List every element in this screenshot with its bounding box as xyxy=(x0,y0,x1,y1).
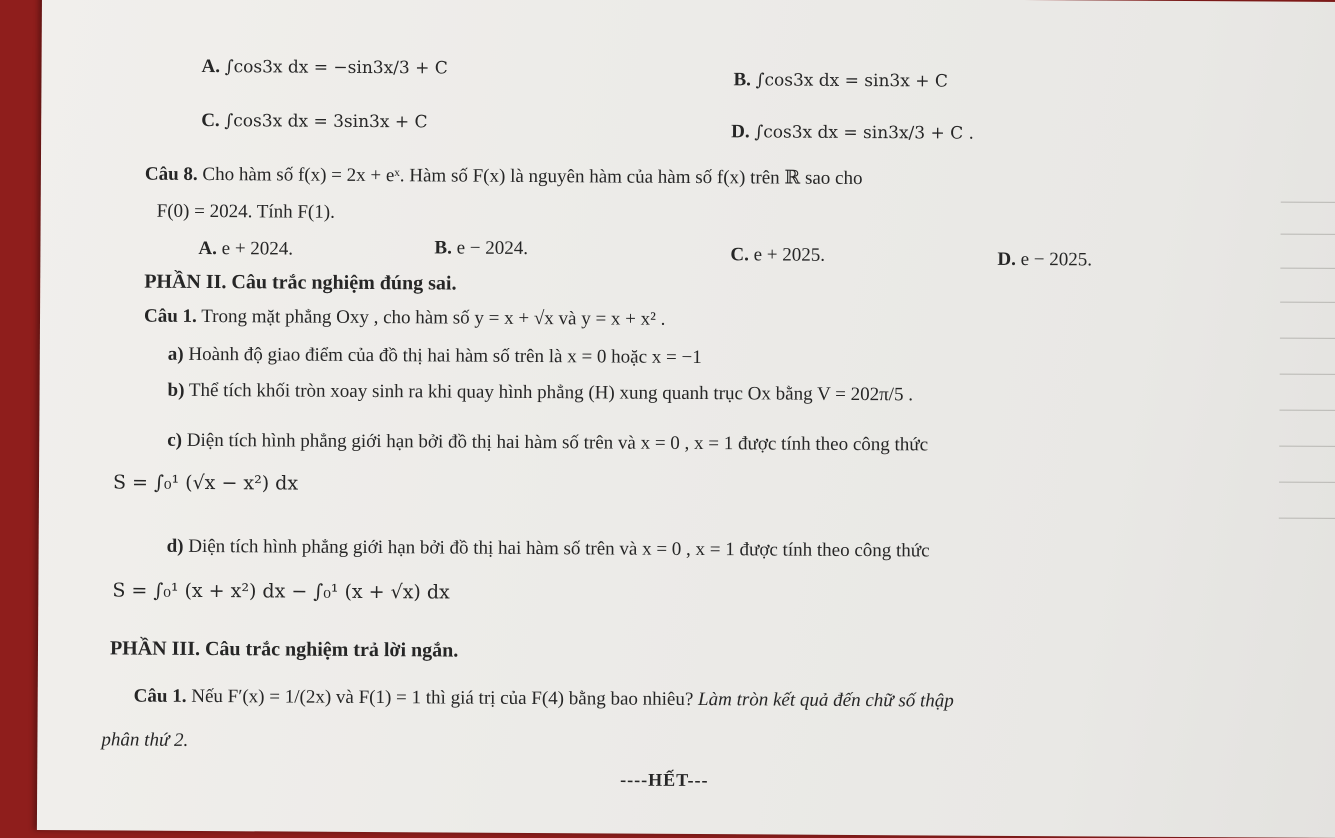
exam-paper xyxy=(37,0,1335,838)
part3-question-1 xyxy=(134,685,954,714)
formula-c: S = ∫₀¹ (√x − x²) dx xyxy=(112,471,299,495)
end-marker: ----HẾT--- xyxy=(620,769,709,791)
option-text: ∫cos3x dx = 3sin3x + C xyxy=(224,111,428,133)
part-2-heading: PHẦN II. Câu trắc nghiệm đúng sai. xyxy=(144,270,457,295)
statement-c xyxy=(167,429,928,458)
ruled-line xyxy=(1279,410,1335,411)
prev-option-d xyxy=(731,120,974,145)
option-label: B. xyxy=(733,69,751,91)
option-label: C. xyxy=(730,244,749,266)
statement-label: c) xyxy=(167,429,183,451)
question-instruction: Làm tròn kết quả đến chữ số thập xyxy=(697,689,954,712)
option-label: D. xyxy=(731,121,750,143)
question-text: Nếu F′(x) = 1/(2x) và F(1) = 1 thì giá trị của F(4) bằng bao nhiêu? xyxy=(191,685,694,710)
question-text: Trong mặt phẳng Oxy , cho hàm số y = x + √x và y = x + x² . xyxy=(201,305,666,330)
statement-a xyxy=(168,343,702,370)
option-text: e + 2025. xyxy=(753,244,826,266)
question-label: Câu 1. xyxy=(133,685,187,707)
option-label: A. xyxy=(201,55,221,78)
ruled-line xyxy=(1280,338,1335,339)
question-8 xyxy=(145,163,863,191)
ruled-line xyxy=(1281,234,1335,235)
part-3-heading: PHẦN III. Câu trắc nghiệm trả lời ngắn. xyxy=(109,637,459,662)
ruled-line xyxy=(1280,268,1335,269)
question-8-line2 xyxy=(157,200,335,225)
option-text: e − 2024. xyxy=(456,237,529,259)
statement-text: Diện tích hình phẳng giới hạn bởi đồ thị hai hàm số trên và x = 0 , x = 1 được tính theo công thức xyxy=(188,535,930,562)
ruled-line xyxy=(1279,518,1335,519)
statement-text: Thể tích khối tròn xoay sinh ra khi quay hình phẳng (H) xung quanh trục Ox bằng V = 202π/5 . xyxy=(188,379,914,406)
statement-label: d) xyxy=(166,535,184,557)
q8-option-c xyxy=(730,243,825,268)
prev-option-b xyxy=(733,68,948,93)
part3-question-1-line2: phân thứ 2. xyxy=(101,729,189,751)
option-label: D. xyxy=(997,248,1016,270)
statement-text: Diện tích hình phẳng giới hạn bởi đồ thị hai hàm số trên và x = 0 , x = 1 được tính theo công thức xyxy=(186,429,929,456)
question-text: F(0) = 2024. Tính F(1). xyxy=(156,200,335,223)
question-label: Câu 8. xyxy=(144,163,198,185)
question-label: Câu 1. xyxy=(143,305,197,327)
statement-label: a) xyxy=(167,343,184,365)
ruled-line xyxy=(1279,446,1335,447)
prev-option-a xyxy=(201,55,447,81)
option-label: B. xyxy=(434,237,452,259)
q8-option-b xyxy=(434,236,528,261)
option-label: C. xyxy=(201,109,220,132)
ruled-line xyxy=(1281,202,1335,203)
statement-text: Hoành độ giao điểm của đồ thị hai hàm số trên là x = 0 hoặc x = −1 xyxy=(188,343,702,369)
option-text: ∫cos3x dx = −sin3x/3 + C xyxy=(224,57,448,79)
ruled-line xyxy=(1280,374,1335,375)
statement-label: b) xyxy=(167,379,185,401)
statement-b xyxy=(168,379,914,408)
part2-question-1 xyxy=(144,305,665,332)
option-text: e + 2024. xyxy=(221,238,294,260)
statement-d xyxy=(167,535,930,564)
q8-option-a xyxy=(198,237,293,262)
prev-option-c xyxy=(201,109,427,134)
question-text: Cho hàm số f(x) = 2x + eˣ. Hàm số F(x) là nguyên hàm của hàm số f(x) trên ℝ sao cho xyxy=(202,163,863,190)
option-text: ∫cos3x dx = sin3x + C xyxy=(755,70,948,92)
option-text: ∫cos3x dx = sin3x/3 + C . xyxy=(754,122,975,144)
formula-d: S = ∫₀¹ (x + x²) dx − ∫₀¹ (x + √x) dx xyxy=(112,579,450,604)
ruled-line xyxy=(1279,482,1335,483)
option-text: e − 2025. xyxy=(1020,248,1093,271)
q8-option-d xyxy=(997,248,1092,273)
ruled-line xyxy=(1280,302,1335,303)
option-label: A. xyxy=(198,237,217,260)
